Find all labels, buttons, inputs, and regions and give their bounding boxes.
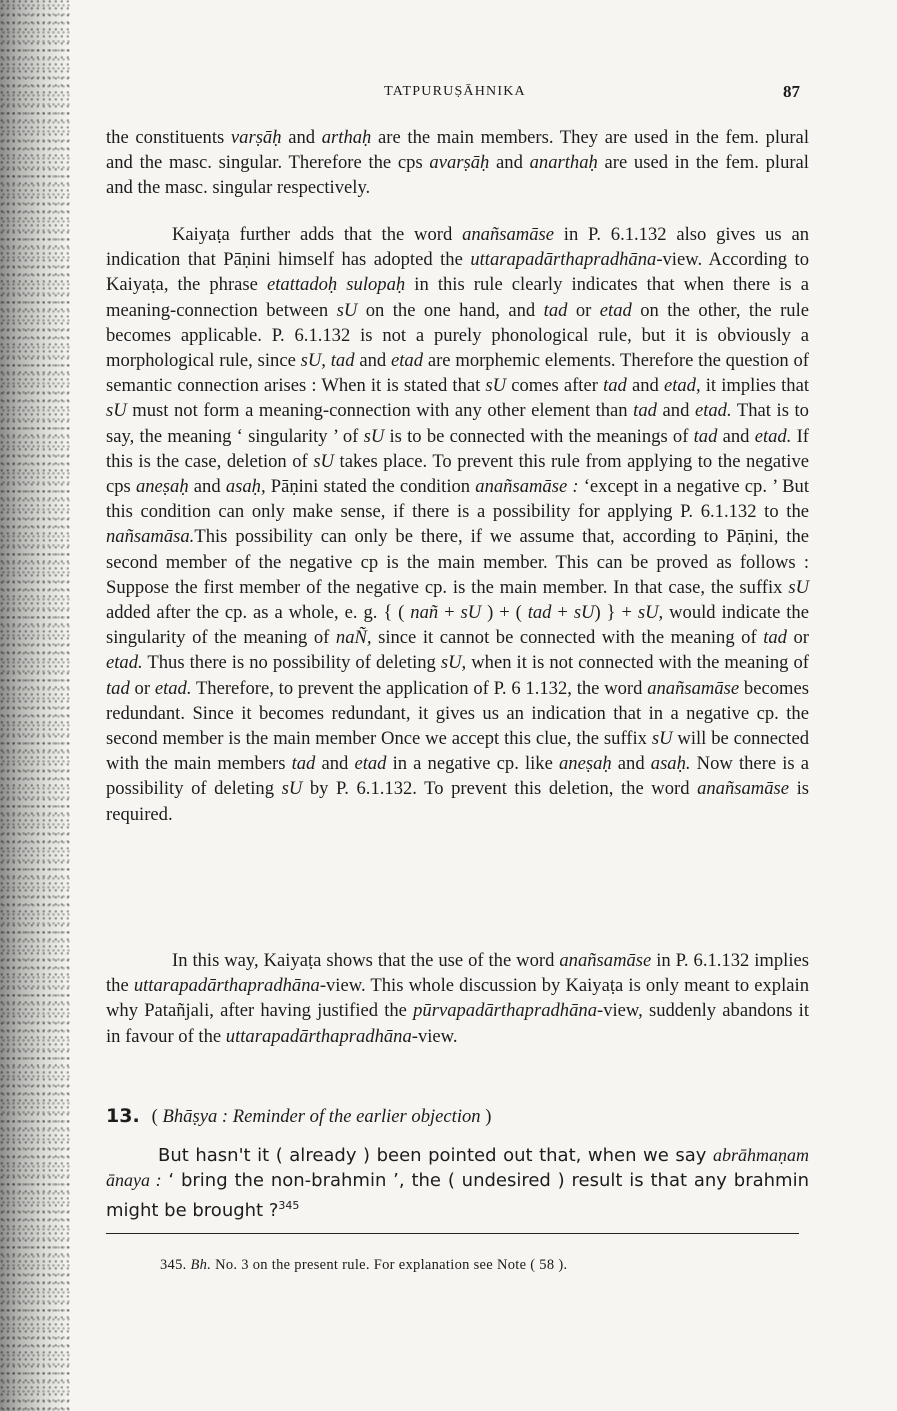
italic-term: aneṣaḥ xyxy=(135,476,189,498)
text-run: -view. This whole discussion by Kaiyaṭa is only meant to explain why Patañjali, after having justified the xyxy=(106,975,809,1022)
paragraph-body xyxy=(106,948,809,1049)
text-run: would indicate the singularity of the meaning of xyxy=(106,602,809,649)
page-binding-edge xyxy=(0,0,70,1411)
italic-term: asaḥ. xyxy=(650,753,691,775)
text-run: and xyxy=(717,425,755,447)
text-run: in this rule clearly indicates that when there is a meaning-connection between xyxy=(106,274,809,321)
text-run: That is to say, the meaning ‘ singularity ’ of xyxy=(106,400,809,447)
paragraph-body xyxy=(106,125,809,201)
text-run: -view. xyxy=(411,1025,458,1047)
text-run: in P. 6.1.132 also gives us an indication that Pāṇini himself has adopted the xyxy=(106,224,810,271)
text-run: must not form a meaning-connection with any other element than xyxy=(126,400,634,422)
text-run: is to be connected with the meanings of xyxy=(384,425,694,447)
italic-term: sU xyxy=(336,299,358,321)
text-run: is required. xyxy=(106,778,809,825)
italic-term: etad. xyxy=(154,677,192,699)
italic-term: etad xyxy=(354,753,387,775)
italic-term: uttarapadārthapradhāna xyxy=(133,975,320,997)
italic-term: sU xyxy=(651,728,673,750)
text-run: by P. 6.1.132. To prevent this deletion, the word xyxy=(302,778,698,800)
italic-term: nañsamāsa. xyxy=(106,526,195,548)
paragraph-body xyxy=(106,1143,809,1223)
italic-term: tad xyxy=(633,400,657,422)
italic-term: uttarapadārthapradhāna xyxy=(225,1025,412,1047)
section-number: 13. xyxy=(106,1105,140,1127)
italic-term: sU xyxy=(281,778,303,800)
paragraph-in-this-way xyxy=(106,948,809,1049)
italic-term: etad xyxy=(599,299,632,321)
text-run: Therefore, to prevent the application of P. 6 1.132, the word xyxy=(191,677,648,699)
text-run: when it is not connected with the meaning of xyxy=(466,652,809,674)
text-run: ) + ( xyxy=(481,602,528,624)
section-heading xyxy=(106,1104,809,1129)
text-run: and xyxy=(354,350,392,372)
italic-term: anañsamāse xyxy=(647,677,740,699)
italic-term: anañsamāse xyxy=(697,778,790,800)
text-run: In this way, Kaiyaṭa shows that the use of the word xyxy=(172,950,560,971)
text-run: added after the cp. as a whole, e. g. { ( xyxy=(106,602,411,624)
text-run: and xyxy=(611,753,651,775)
italic-term: tad xyxy=(527,602,552,624)
italic-term: sU xyxy=(788,576,809,598)
text-run: or xyxy=(567,299,600,321)
bhasya-translation xyxy=(106,1143,809,1223)
text-run: ‘except in a negative cp. ’ But this condition can only make sense, if there is a possibility for applying P. 6.1.132 to the xyxy=(106,476,809,523)
italic-term: tad xyxy=(291,753,316,775)
italic-term: aneṣaḥ xyxy=(558,753,612,775)
page-number: 87 xyxy=(783,82,800,101)
italic-term: tad xyxy=(693,425,718,447)
text-run: and xyxy=(489,152,530,174)
italic-term: sU xyxy=(313,450,334,472)
text-run: -view. According to Kaiyaṭa, the phrase xyxy=(106,249,809,296)
italic-term: Bh. xyxy=(190,1257,212,1273)
text-run: on the other, the rule becomes applicable. P. 6.1.132 is not a purely phonological rule, but it is obviously a morphological rule, since xyxy=(106,299,809,372)
italic-term: sU xyxy=(485,375,507,397)
paragraph-continued xyxy=(106,125,809,201)
italic-term: varṣāḥ xyxy=(230,127,282,148)
text-run: ‘ bring the non-brahmin ’, the ( undesired ) result is that any brahmin might be brought ? xyxy=(106,1170,809,1221)
italic-term: tad xyxy=(603,375,627,397)
text-run: becomes redundant. Since it becomes redundant, it gives us an indication that in a negative cp. the second member is the main member Once we accept this clue, the suffix xyxy=(106,677,809,750)
text-run: will be connected with the main members xyxy=(106,728,809,775)
text-run: are used in the fem. plural and the masc. singular respectively. xyxy=(106,152,809,199)
italic-term: abrāhmaṇam ānaya : xyxy=(106,1145,809,1190)
text-run: are morphemic elements. Therefore the question of semantic connection arises : When it is stated that xyxy=(106,350,809,397)
italic-term: tad xyxy=(543,299,568,321)
text-run: comes after xyxy=(506,375,604,397)
italic-term: sU xyxy=(363,425,385,447)
italic-term: anañsamāse xyxy=(462,224,554,245)
text-run: Now there is a possibility of deleting xyxy=(106,753,809,800)
text-run: ) } + xyxy=(594,602,638,624)
text-run: and xyxy=(656,400,695,422)
italic-term: asaḥ, xyxy=(225,476,266,498)
text-run: in a negative cp. like xyxy=(386,753,559,775)
text-run: are the main members. They are used in the fem. plural and the masc. singular. Therefore the cps xyxy=(106,127,809,174)
italic-term: sU, tad xyxy=(300,350,355,372)
italic-term: sU, xyxy=(637,602,664,624)
text-run: the constituents xyxy=(106,127,231,148)
italic-term: sU xyxy=(573,602,595,624)
italic-term: sU, xyxy=(440,652,467,674)
text-run: Pāṇini stated the condition xyxy=(265,476,476,498)
paragraph-body xyxy=(106,222,809,827)
italic-term: pūrvapadārthapradhāna xyxy=(413,1000,597,1022)
running-head: TATPURUṢĀHNIKA xyxy=(384,84,526,99)
text-run: Kaiyaṭa further adds that the word xyxy=(172,224,463,245)
italic-term: naÑ, xyxy=(335,627,372,649)
text-run: -view, suddenly abandons it in favour of the xyxy=(106,1000,810,1047)
text-run: and xyxy=(188,476,226,498)
italic-term: avarṣāḥ xyxy=(429,152,490,174)
italic-term: sU xyxy=(460,602,482,624)
italic-term: anañsamāse : xyxy=(475,476,579,498)
section-title-open: ( xyxy=(151,1106,163,1127)
text-run: or xyxy=(786,627,809,649)
text-run: + xyxy=(551,602,574,624)
footnote-marker: 345 xyxy=(278,1199,300,1212)
text-run: No. 3 on the present rule. For explanation see Note ( 58 ). xyxy=(211,1257,568,1273)
section-title-close: ) xyxy=(480,1106,492,1127)
footnote-rule xyxy=(106,1233,799,1234)
italic-term: etad, xyxy=(663,375,701,397)
text-run: in P. 6.1.132 implies the xyxy=(106,950,810,997)
text-run: on the one hand, and xyxy=(357,299,544,321)
text-run: 345. xyxy=(160,1257,191,1273)
page-header xyxy=(110,84,800,106)
paragraph-kaiyata-further xyxy=(106,222,809,827)
italic-term: etad. xyxy=(754,425,792,447)
italic-term: uttarapadārthapradhāna xyxy=(470,249,657,271)
section-title: Bhāṣya : Reminder of the earlier objection xyxy=(162,1106,481,1127)
text-run: But hasn't it ( already ) been pointed out that, when we say xyxy=(158,1145,713,1166)
italic-term: etad xyxy=(391,350,424,372)
text-run: since it cannot be connected with the meaning of xyxy=(371,627,764,649)
italic-term: etad. xyxy=(694,400,732,422)
text-run: it implies that xyxy=(700,375,809,397)
italic-term: etattadoḥ sulopaḥ xyxy=(266,274,406,296)
text-run: or xyxy=(129,677,155,699)
text-run: and xyxy=(281,127,322,148)
text-run: + xyxy=(438,602,461,624)
italic-term: anañsamāse xyxy=(559,950,652,971)
text-run: takes place. To prevent this rule from applying to the negative cps xyxy=(106,450,810,498)
italic-term: arthaḥ xyxy=(321,127,372,148)
text-run: This possibility can only be there, if we assume that, according to Pāṇini, the second member of the negative cp is the main member. This can be proved as follows : Suppose the first member of the negative cp. is the main member. In that case, the suffix xyxy=(106,526,809,598)
italic-term: sU xyxy=(106,400,127,422)
footnote-345 xyxy=(160,1255,800,1275)
text-run: If this is the case, deletion of xyxy=(106,425,809,472)
italic-term: tad xyxy=(763,627,787,649)
text-run: Thus there is no possibility of deleting xyxy=(142,652,441,674)
italic-term: nañ xyxy=(410,602,439,624)
italic-term: etad. xyxy=(106,652,143,674)
text-run: and xyxy=(626,375,664,397)
text-run: and xyxy=(315,753,355,775)
italic-term: anarthaḥ xyxy=(529,152,598,174)
italic-term: tad xyxy=(106,677,130,699)
